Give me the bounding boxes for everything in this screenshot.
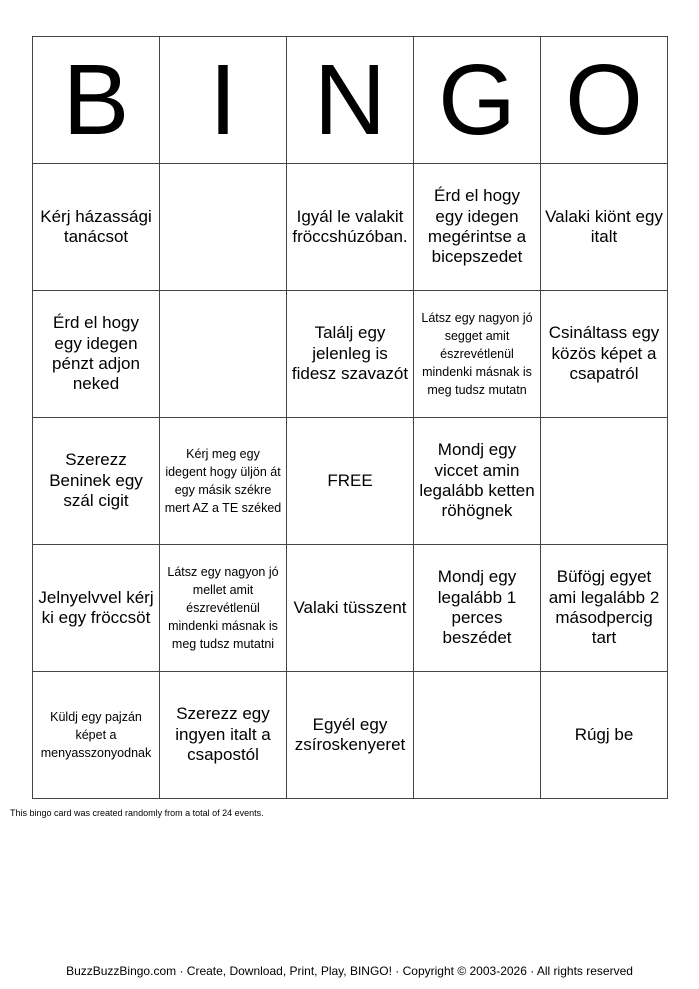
header-letter-b: B <box>33 37 160 164</box>
bingo-cell: Igyál le valakit fröccshúzóban. <box>287 164 414 291</box>
bingo-cell: Kérj házassági tanácsot <box>33 164 160 291</box>
bingo-cell: Érd el hogy egy idegen megérintse a bicepszedet <box>414 164 541 291</box>
header-letter-g: G <box>414 37 541 164</box>
bingo-row <box>33 291 668 418</box>
bingo-row <box>33 545 668 672</box>
bingo-cell: Büfögj egyet ami legalább 2 másodpercig tart <box>541 545 668 672</box>
bingo-cell: Valaki kiönt egy italt <box>541 164 668 291</box>
bingo-cell <box>414 672 541 799</box>
bingo-cell: Találj egy jelenleg is fidesz szavazót <box>287 291 414 418</box>
bingo-row <box>33 672 668 799</box>
bingo-cell: Csináltass egy közös képet a csapatról <box>541 291 668 418</box>
bingo-cell: Mondj egy viccet amin legalább ketten röhögnek <box>414 418 541 545</box>
bingo-cell: Szerezz Beninek egy szál cigit <box>33 418 160 545</box>
header-letter-i: I <box>160 37 287 164</box>
bingo-cell: Érd el hogy egy idegen pénzt adjon neked <box>33 291 160 418</box>
bingo-cell: Látsz egy nagyon jó mellet amit észrevétlenül mindenki másnak is meg tudsz mutatni <box>160 545 287 672</box>
card-generation-note: This bingo card was created randomly from a total of 24 events. <box>10 808 264 818</box>
free-space-cell: FREE <box>287 418 414 545</box>
bingo-card <box>32 36 668 799</box>
bingo-cell <box>160 291 287 418</box>
bingo-cell: Mondj egy legalább 1 perces beszédet <box>414 545 541 672</box>
bingo-row <box>33 164 668 291</box>
bingo-cell <box>541 418 668 545</box>
bingo-cell: Szerezz egy ingyen italt a csapostól <box>160 672 287 799</box>
bingo-cell: Kérj meg egy idegent hogy üljön át egy másik székre mert AZ a TE széked <box>160 418 287 545</box>
bingo-cell: Küldj egy pajzán képet a menyasszonyodnak <box>33 672 160 799</box>
bingo-cell: Valaki tüsszent <box>287 545 414 672</box>
bingo-cell: Rúgj be <box>541 672 668 799</box>
bingo-cell <box>160 164 287 291</box>
header-letter-o: O <box>541 37 668 164</box>
bingo-row <box>33 418 668 545</box>
header-letter-n: N <box>287 37 414 164</box>
page-footer: BuzzBuzzBingo.com · Create, Download, Print, Play, BINGO! · Copyright © 2003-2026 · All rights reserved <box>66 964 633 978</box>
bingo-cell: Egyél egy zsíroskenyeret <box>287 672 414 799</box>
bingo-cell: Látsz egy nagyon jó segget amit észrevétlenül mindenki másnak is meg tudsz mutatn <box>414 291 541 418</box>
bingo-header-row <box>33 37 668 164</box>
bingo-cell: Jelnyelvvel kérj ki egy fröccsöt <box>33 545 160 672</box>
